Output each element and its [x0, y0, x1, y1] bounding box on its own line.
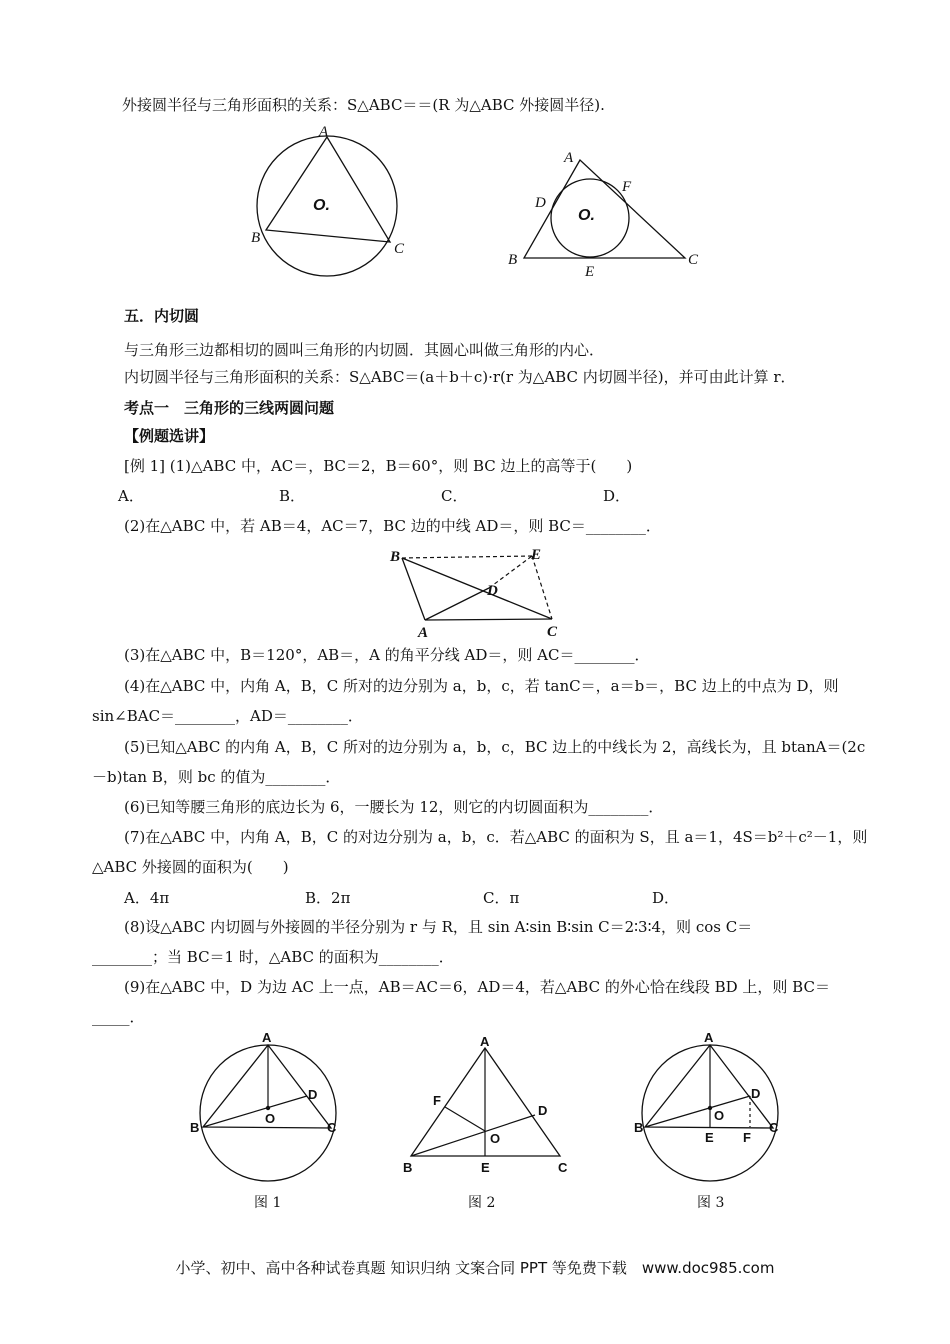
label-C: C	[394, 241, 405, 257]
parallelogram-figure	[385, 543, 575, 643]
label-O: O	[714, 1108, 725, 1123]
label-D: D	[538, 1103, 548, 1118]
question-8-line1: (8)设△ABC 内切圆与外接圆的半径分别为 r 与 R，且 sin A∶sin B∶sin C＝2∶3∶4，则 cos C＝	[124, 918, 753, 936]
kaodian-heading: 考点一 三角形的三线两圆问题	[124, 399, 335, 417]
q7-option-c: C．π	[483, 889, 520, 907]
label-C: C	[688, 252, 699, 268]
question-5-line1: (5)已知△ABC 的内角 A，B，C 所对的边分别为 a，b，c，BC 边上的中线长为 2，高线长为，且 btanA＝(2c	[124, 738, 866, 756]
label-E: E	[481, 1160, 490, 1175]
q1-option-b: B．	[279, 487, 306, 505]
question-5-line2: －b)tan B，则 bc 的值为________．	[92, 768, 341, 786]
question-8-line2: ________；当 BC＝1 时，△ABC 的面积为________．	[92, 948, 454, 966]
label-E: E	[705, 1130, 714, 1145]
incircle-figure	[500, 140, 720, 285]
label-O: O.	[578, 207, 595, 224]
label-O: O	[265, 1111, 276, 1126]
q1-option-a: A．	[118, 487, 144, 505]
label-A: A	[262, 1030, 272, 1045]
question-2: (2)在△ABC 中，若 AB＝4，AC＝7，BC 边的中线 AD＝，则 BC＝________．	[124, 517, 661, 535]
question-7-line1: (7)在△ABC 中，内角 A，B，C 的对边分别为 a，b，c．若△ABC 的面积为 S，且 a＝1，4S＝b²＋c²－1，则	[124, 828, 868, 846]
figure-2-caption: 图 2	[468, 1195, 496, 1211]
label-O: O.	[313, 197, 330, 214]
section5-relation: 内切圆半径与三角形面积的关系：S△ABC＝(a＋b＋c)·r(r 为△ABC 内切圆半径)，并可由此计算 r．	[124, 368, 796, 386]
footer-text: 小学、初中、高中各种试卷真题 知识归纳 文案合同 PPT 等免费下载 www.doc985.com	[175, 1259, 775, 1277]
label-C: C	[327, 1120, 337, 1135]
label-O: O	[490, 1131, 501, 1146]
figure-3	[630, 1028, 790, 1188]
question-4-line1: (4)在△ABC 中，内角 A，B，C 所对的边分别为 a，b，c，若 tanC＝，a＝b＝，BC 边上的中点为 D，则	[124, 677, 839, 695]
label-B: B	[190, 1120, 200, 1135]
question-9-line1: (9)在△ABC 中，D 为边 AC 上一点，AB＝AC＝6，AD＝4，若△ABC 的外心恰在线段 BD 上，则 BC＝	[124, 978, 830, 996]
label-B: B	[508, 252, 518, 268]
q1-option-c: C．	[441, 487, 468, 505]
question-7-line2: △ABC 外接圆的面积为( )	[92, 858, 289, 876]
circumradius-area-relation: 外接圆半径与三角形面积的关系：S△ABC＝＝(R 为△ABC 外接圆半径).	[122, 96, 605, 114]
label-E: E	[585, 264, 595, 280]
label-A: A	[480, 1034, 490, 1049]
question-4-line2: sin∠BAC＝________，AD＝________．	[92, 707, 363, 725]
label-A: A	[319, 124, 329, 140]
figure-3-caption: 图 3	[697, 1195, 725, 1211]
question-6: (6)已知等腰三角形的底边长为 6，一腰长为 12，则它的内切圆面积为________．	[124, 798, 664, 816]
label-C: C	[769, 1120, 779, 1135]
label-B: B	[390, 549, 401, 565]
label-B: B	[403, 1160, 413, 1175]
question-3: (3)在△ABC 中，B＝120°，AB＝，A 的角平分线 AD＝，则 AC＝________．	[124, 646, 650, 664]
label-A: A	[564, 150, 574, 166]
question-9-line2: _____．	[92, 1008, 145, 1026]
label-E: E	[531, 547, 542, 563]
label-A: A	[704, 1030, 714, 1045]
section5-title: 五．内切圆	[124, 307, 200, 325]
label-F: F	[622, 179, 632, 195]
q7-option-d: D．	[652, 889, 680, 907]
figure-1	[185, 1028, 350, 1188]
label-D: D	[535, 195, 546, 211]
section5-definition: 与三角形三边都相切的圆叫三角形的内切圆．其圆心叫做三角形的内心．	[124, 341, 605, 359]
label-F: F	[433, 1093, 441, 1108]
label-B: B	[251, 230, 261, 246]
figure-1-caption: 图 1	[254, 1195, 282, 1211]
label-F: F	[743, 1130, 751, 1145]
q7-option-b: B．2π	[305, 889, 351, 907]
label-C: C	[547, 624, 558, 640]
question-1: [例 1] (1)△ABC 中，AC＝，BC＝2，B＝60°，则 BC 边上的高等于( )	[124, 457, 633, 475]
q7-option-a: A．4π	[124, 889, 170, 907]
label-B: B	[634, 1120, 644, 1135]
label-D: D	[751, 1086, 761, 1101]
figure-2	[395, 1033, 580, 1178]
liti-heading: 【例题选讲】	[124, 427, 215, 445]
circumcircle-figure	[245, 120, 425, 290]
label-A: A	[418, 625, 429, 641]
label-C: C	[558, 1160, 568, 1175]
label-D: D	[308, 1087, 318, 1102]
label-D: D	[487, 583, 498, 599]
q1-option-d: D．	[603, 487, 631, 505]
